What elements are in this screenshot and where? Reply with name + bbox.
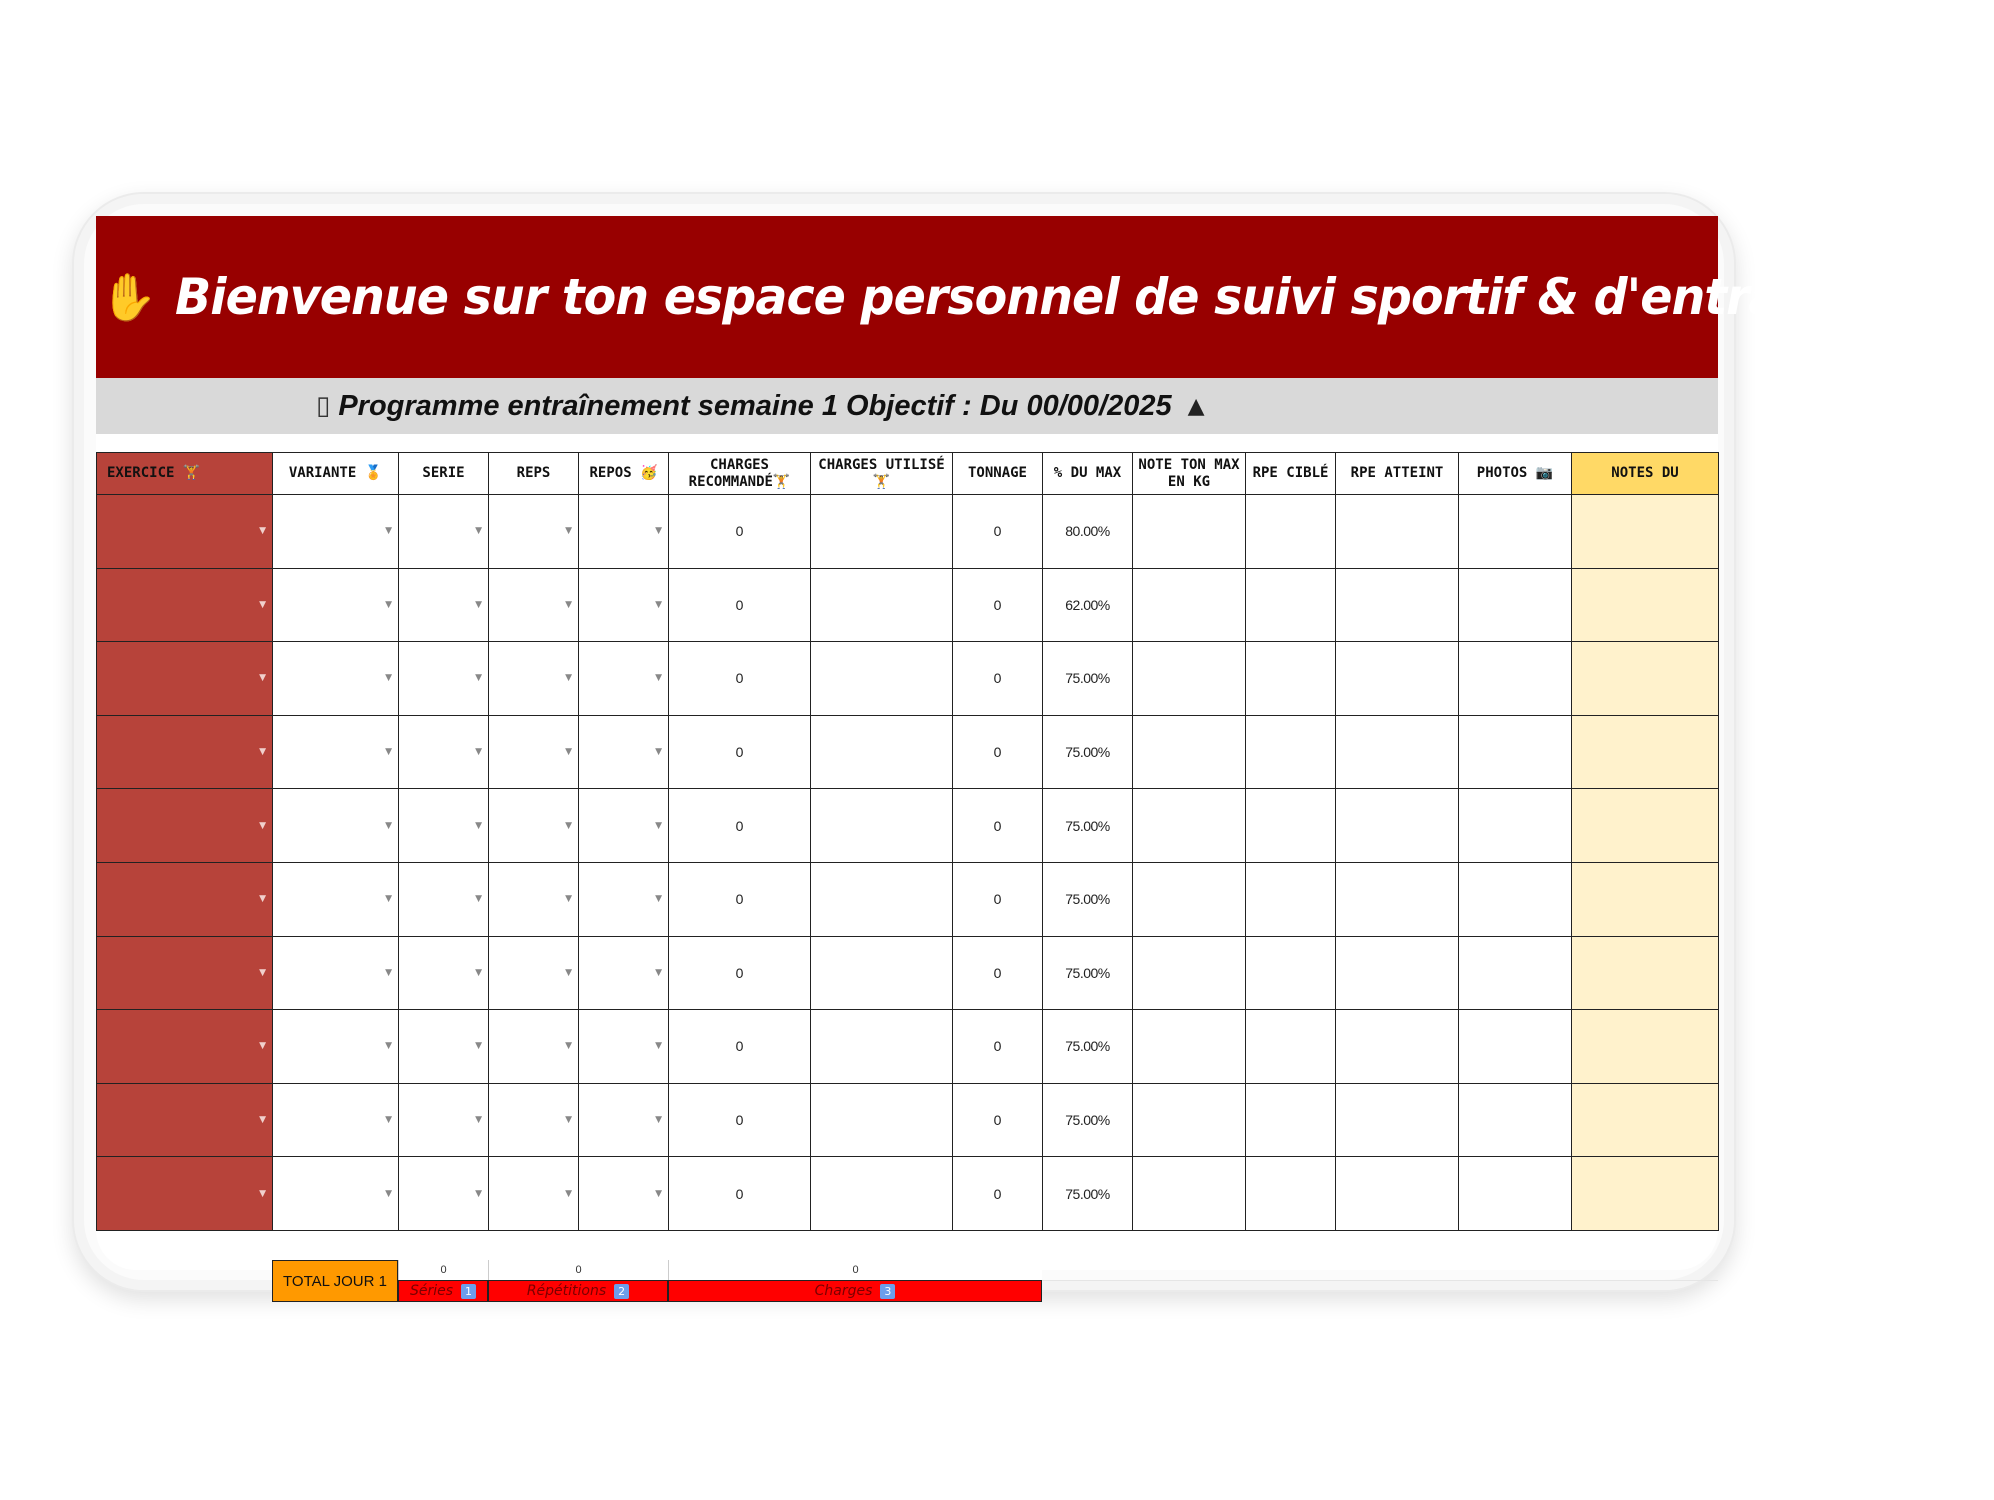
- serie-select[interactable]: [399, 789, 489, 863]
- dropdown-arrow-icon[interactable]: ▼: [259, 820, 266, 831]
- tonnage-cell: 0: [953, 1083, 1043, 1157]
- dropdown-arrow-icon[interactable]: ▼: [565, 820, 572, 831]
- dropdown-arrow-icon[interactable]: ▼: [385, 747, 392, 758]
- charges-utilise-cell[interactable]: [811, 936, 953, 1010]
- rpe-cible-cell[interactable]: [1246, 1157, 1336, 1231]
- photos-cell[interactable]: [1459, 1010, 1572, 1084]
- serie-select[interactable]: [399, 642, 489, 716]
- notes-cell[interactable]: [1572, 862, 1719, 936]
- dropdown-arrow-icon[interactable]: ▼: [655, 1188, 662, 1199]
- col-header-exercice[interactable]: EXERCICE 🏋: [97, 453, 273, 495]
- exercise-select[interactable]: [97, 936, 273, 1010]
- notes-cell[interactable]: [1572, 1010, 1719, 1084]
- dropdown-arrow-icon[interactable]: ▼: [565, 526, 572, 537]
- charges-utilise-cell[interactable]: [811, 642, 953, 716]
- number-1-icon: 1: [461, 1284, 476, 1299]
- program-header: [96, 378, 1718, 434]
- charges-utilise-cell[interactable]: [811, 862, 953, 936]
- number-2-icon: 2: [614, 1284, 629, 1299]
- total-repetitions-cell: [488, 1260, 668, 1302]
- pct-max-cell: 75.00%: [1043, 642, 1133, 716]
- exercise-select[interactable]: [97, 789, 273, 863]
- col-header-serie[interactable]: SERIE: [399, 453, 489, 495]
- col-header-notes[interactable]: NOTES DU: [1572, 453, 1719, 495]
- exercise-select[interactable]: [97, 1157, 273, 1231]
- exercise-select[interactable]: [97, 1083, 273, 1157]
- dropdown-arrow-icon[interactable]: ▼: [565, 967, 572, 978]
- photos-cell[interactable]: [1459, 642, 1572, 716]
- dropdown-arrow-icon[interactable]: ▼: [655, 894, 662, 905]
- tonnage-cell: 0: [953, 936, 1043, 1010]
- note-max-cell[interactable]: [1133, 715, 1246, 789]
- charges-utilise-cell[interactable]: [811, 1157, 953, 1231]
- rpe-cible-cell[interactable]: [1246, 1083, 1336, 1157]
- dropdown-arrow-icon[interactable]: ▼: [259, 1115, 266, 1126]
- charges-utilise-cell[interactable]: [811, 568, 953, 642]
- repos-select[interactable]: [579, 862, 669, 936]
- dropdown-arrow-icon[interactable]: ▼: [475, 894, 482, 905]
- rpe-atteint-cell[interactable]: [1336, 936, 1459, 1010]
- table-row: [97, 936, 1719, 1010]
- charges-utilise-cell[interactable]: [811, 715, 953, 789]
- rpe-cible-cell[interactable]: [1246, 568, 1336, 642]
- dropdown-arrow-icon[interactable]: ▼: [259, 747, 266, 758]
- notes-cell[interactable]: [1572, 495, 1719, 569]
- dropdown-arrow-icon[interactable]: ▼: [259, 599, 266, 610]
- charges-recommande-cell: 0: [669, 642, 811, 716]
- note-max-cell[interactable]: [1133, 1083, 1246, 1157]
- rpe-atteint-cell[interactable]: [1336, 1010, 1459, 1084]
- rpe-cible-cell[interactable]: [1246, 495, 1336, 569]
- pct-max-cell: 75.00%: [1043, 936, 1133, 1010]
- charges-recommande-cell: 0: [669, 1157, 811, 1231]
- photos-cell[interactable]: [1459, 1157, 1572, 1231]
- rpe-atteint-cell[interactable]: [1336, 642, 1459, 716]
- dropdown-arrow-icon[interactable]: ▼: [565, 1115, 572, 1126]
- serie-select[interactable]: [399, 936, 489, 1010]
- note-max-cell[interactable]: [1133, 568, 1246, 642]
- repos-select[interactable]: [579, 789, 669, 863]
- col-header-rpe-cible[interactable]: RPE CIBLÉ: [1246, 453, 1336, 495]
- total-series-value: 0: [398, 1260, 488, 1280]
- dropdown-arrow-icon[interactable]: ▼: [565, 747, 572, 758]
- dropdown-arrow-icon[interactable]: ▼: [385, 599, 392, 610]
- pct-max-cell: 75.00%: [1043, 715, 1133, 789]
- pct-max-cell: 80.00%: [1043, 495, 1133, 569]
- charges-utilise-cell[interactable]: [811, 495, 953, 569]
- rpe-cible-cell[interactable]: [1246, 936, 1336, 1010]
- tonnage-cell: 0: [953, 862, 1043, 936]
- dropdown-arrow-icon[interactable]: ▼: [385, 1188, 392, 1199]
- reps-select[interactable]: [489, 862, 579, 936]
- total-charges-value: 0: [668, 1260, 1042, 1280]
- col-header-rpe-atteint[interactable]: RPE ATTEINT: [1336, 453, 1459, 495]
- variante-select[interactable]: [273, 1083, 399, 1157]
- table-row: [97, 568, 1719, 642]
- dropdown-arrow-icon[interactable]: ▼: [655, 967, 662, 978]
- pct-max-cell: 62.00%: [1043, 568, 1133, 642]
- header-row: [97, 453, 1719, 495]
- repos-select[interactable]: [579, 568, 669, 642]
- col-header-note-max[interactable]: NOTE TON MAX EN KG: [1133, 453, 1246, 495]
- photos-cell[interactable]: [1459, 789, 1572, 863]
- photos-cell[interactable]: [1459, 936, 1572, 1010]
- col-header-variante[interactable]: VARIANTE 🏅: [273, 453, 399, 495]
- dropdown-arrow-icon[interactable]: ▼: [259, 1188, 266, 1199]
- col-header-repos[interactable]: REPOS 🥳: [579, 453, 669, 495]
- dropdown-arrow-icon[interactable]: ▼: [655, 1115, 662, 1126]
- exercise-select[interactable]: [97, 495, 273, 569]
- note-max-cell[interactable]: [1133, 1010, 1246, 1084]
- total-charges-name: [668, 1280, 1042, 1302]
- notes-cell[interactable]: [1572, 715, 1719, 789]
- note-max-cell[interactable]: [1133, 1157, 1246, 1231]
- reps-select[interactable]: [489, 1083, 579, 1157]
- charges-recommande-cell: 0: [669, 862, 811, 936]
- photos-cell[interactable]: [1459, 495, 1572, 569]
- table-row: [97, 862, 1719, 936]
- rpe-atteint-cell[interactable]: [1336, 862, 1459, 936]
- serie-select[interactable]: [399, 1010, 489, 1084]
- col-header-charges-recommande[interactable]: CHARGES RECOMMANDÉ🏋: [669, 453, 811, 495]
- repos-select[interactable]: [579, 495, 669, 569]
- dropdown-arrow-icon[interactable]: ▼: [475, 1115, 482, 1126]
- tonnage-cell: 0: [953, 495, 1043, 569]
- variante-select[interactable]: [273, 862, 399, 936]
- charges-utilise-cell[interactable]: [811, 1010, 953, 1084]
- dropdown-arrow-icon[interactable]: ▼: [475, 599, 482, 610]
- rpe-atteint-cell[interactable]: [1336, 715, 1459, 789]
- clipboard-icon: ▯: [316, 391, 331, 421]
- dropdown-arrow-icon[interactable]: ▼: [259, 894, 266, 905]
- rpe-atteint-cell[interactable]: [1336, 789, 1459, 863]
- spreadsheet-screen: [96, 216, 1994, 1299]
- total-repetitions-label: Répétitions: [526, 1283, 607, 1299]
- repos-select[interactable]: [579, 642, 669, 716]
- table-body: [97, 495, 1719, 1231]
- exercise-select[interactable]: [97, 715, 273, 789]
- tonnage-cell: 0: [953, 715, 1043, 789]
- dropdown-arrow-icon[interactable]: ▼: [385, 526, 392, 537]
- reps-select[interactable]: [489, 495, 579, 569]
- col-header-photos[interactable]: PHOTOS 📷: [1459, 453, 1572, 495]
- charges-recommande-cell: 0: [669, 715, 811, 789]
- reps-select[interactable]: [489, 936, 579, 1010]
- number-3-icon: 3: [880, 1284, 895, 1299]
- tonnage-cell: 0: [953, 1157, 1043, 1231]
- reps-select[interactable]: [489, 715, 579, 789]
- total-day-label: TOTAL JOUR 1: [272, 1260, 398, 1302]
- dropdown-arrow-icon[interactable]: ▼: [475, 526, 482, 537]
- notes-cell[interactable]: [1572, 1083, 1719, 1157]
- rpe-atteint-cell[interactable]: [1336, 1083, 1459, 1157]
- exercise-select[interactable]: [97, 642, 273, 716]
- total-charges-cell: [668, 1260, 1042, 1302]
- banner-title: Bienvenue sur ton espace personnel de suivi sportif & d'entrainement: [175, 268, 1994, 326]
- dropdown-arrow-icon[interactable]: ▼: [565, 1041, 572, 1052]
- tonnage-cell: 0: [953, 642, 1043, 716]
- total-series-name: [398, 1280, 488, 1302]
- repos-select[interactable]: [579, 715, 669, 789]
- reps-select[interactable]: [489, 1157, 579, 1231]
- dropdown-arrow-icon[interactable]: ▼: [385, 1115, 392, 1126]
- tonnage-cell: 0: [953, 1010, 1043, 1084]
- rpe-cible-cell[interactable]: [1246, 1010, 1336, 1084]
- dropdown-arrow-icon[interactable]: ▼: [655, 599, 662, 610]
- variante-select[interactable]: [273, 789, 399, 863]
- variante-select[interactable]: [273, 715, 399, 789]
- repos-select[interactable]: [579, 1083, 669, 1157]
- serie-select[interactable]: [399, 715, 489, 789]
- charges-recommande-cell: 0: [669, 936, 811, 1010]
- reps-select[interactable]: [489, 568, 579, 642]
- dropdown-arrow-icon[interactable]: ▼: [475, 747, 482, 758]
- pct-max-cell: 75.00%: [1043, 862, 1133, 936]
- repos-select[interactable]: [579, 936, 669, 1010]
- serie-select[interactable]: [399, 1157, 489, 1231]
- note-max-cell[interactable]: [1133, 936, 1246, 1010]
- variante-select[interactable]: [273, 1157, 399, 1231]
- dropdown-arrow-icon[interactable]: ▼: [565, 894, 572, 905]
- total-repetitions-name: [488, 1280, 668, 1302]
- notes-cell[interactable]: [1572, 789, 1719, 863]
- variante-select[interactable]: [273, 568, 399, 642]
- total-charges-label: Charges: [814, 1283, 873, 1299]
- tonnage-cell: 0: [953, 789, 1043, 863]
- variante-select[interactable]: [273, 936, 399, 1010]
- repos-select[interactable]: [579, 1157, 669, 1231]
- col-header-reps[interactable]: REPS: [489, 453, 579, 495]
- serie-select[interactable]: [399, 495, 489, 569]
- dropdown-arrow-icon[interactable]: ▼: [655, 820, 662, 831]
- dropdown-arrow-icon[interactable]: ▼: [259, 526, 266, 537]
- table-row: [97, 789, 1719, 863]
- reps-select[interactable]: [489, 1010, 579, 1084]
- note-max-cell[interactable]: [1133, 789, 1246, 863]
- reps-select[interactable]: [489, 789, 579, 863]
- variante-select[interactable]: [273, 642, 399, 716]
- rpe-atteint-cell[interactable]: [1336, 568, 1459, 642]
- pct-max-cell: 75.00%: [1043, 1010, 1133, 1084]
- dropdown-arrow-icon[interactable]: ▼: [475, 820, 482, 831]
- charges-recommande-cell: 0: [669, 1083, 811, 1157]
- pct-max-cell: 75.00%: [1043, 789, 1133, 863]
- rpe-cible-cell[interactable]: [1246, 789, 1336, 863]
- serie-select[interactable]: [399, 1083, 489, 1157]
- table-row: [97, 1083, 1719, 1157]
- dropdown-arrow-icon[interactable]: ▼: [475, 967, 482, 978]
- program-title: Programme entraînement semaine 1 Objectif : Du 00/00/2025: [338, 389, 1172, 422]
- charges-recommande-cell: 0: [669, 1010, 811, 1084]
- dropdown-arrow-icon[interactable]: ▼: [385, 673, 392, 684]
- tonnage-cell: 0: [953, 568, 1043, 642]
- note-max-cell[interactable]: [1133, 495, 1246, 569]
- reps-select[interactable]: [489, 642, 579, 716]
- dropdown-arrow-icon[interactable]: ▼: [475, 1041, 482, 1052]
- notes-cell[interactable]: [1572, 1157, 1719, 1231]
- charges-utilise-cell[interactable]: [811, 789, 953, 863]
- rpe-cible-cell[interactable]: [1246, 715, 1336, 789]
- dropdown-arrow-icon[interactable]: ▼: [565, 599, 572, 610]
- welcome-banner: [96, 216, 1994, 378]
- table-row: [97, 715, 1719, 789]
- dropdown-arrow-icon[interactable]: ▼: [385, 1041, 392, 1052]
- rpe-cible-cell[interactable]: [1246, 862, 1336, 936]
- dropdown-arrow-icon[interactable]: ▼: [655, 526, 662, 537]
- table-row: [97, 1157, 1719, 1231]
- charges-recommande-cell: 0: [669, 789, 811, 863]
- rpe-atteint-cell[interactable]: [1336, 1157, 1459, 1231]
- notes-cell[interactable]: [1572, 568, 1719, 642]
- totals-gridline: [1042, 1280, 1718, 1281]
- dropdown-arrow-icon[interactable]: ▼: [655, 747, 662, 758]
- repos-select[interactable]: [579, 1010, 669, 1084]
- waving-hand-icon: ✋: [100, 270, 158, 324]
- photos-cell[interactable]: [1459, 1083, 1572, 1157]
- charges-utilise-cell[interactable]: [811, 1083, 953, 1157]
- exercise-select[interactable]: [97, 568, 273, 642]
- dropdown-arrow-icon[interactable]: ▼: [475, 1188, 482, 1199]
- exercise-select[interactable]: [97, 1010, 273, 1084]
- dropdown-arrow-icon[interactable]: ▼: [385, 894, 392, 905]
- dropdown-arrow-icon[interactable]: ▼: [565, 673, 572, 684]
- photos-cell[interactable]: [1459, 568, 1572, 642]
- dropdown-arrow-icon[interactable]: ▼: [259, 967, 266, 978]
- dropdown-arrow-icon[interactable]: ▼: [385, 967, 392, 978]
- photos-cell[interactable]: [1459, 715, 1572, 789]
- dropdown-arrow-icon[interactable]: ▼: [259, 1041, 266, 1052]
- notes-cell[interactable]: [1572, 642, 1719, 716]
- table-row: [97, 642, 1719, 716]
- exercise-select[interactable]: [97, 862, 273, 936]
- col-header-tonnage[interactable]: TONNAGE: [953, 453, 1043, 495]
- totals-row: [96, 1260, 1718, 1304]
- note-max-cell[interactable]: [1133, 642, 1246, 716]
- serie-select[interactable]: [399, 568, 489, 642]
- rpe-cible-cell[interactable]: [1246, 642, 1336, 716]
- variante-select[interactable]: [273, 495, 399, 569]
- charges-recommande-cell: 0: [669, 568, 811, 642]
- col-header-charges-utilise[interactable]: CHARGES UTILISÉ🏋: [811, 453, 953, 495]
- rpe-atteint-cell[interactable]: [1336, 495, 1459, 569]
- dropdown-arrow-icon[interactable]: ▼: [565, 1188, 572, 1199]
- col-header-pct-max[interactable]: % DU MAX: [1043, 453, 1133, 495]
- total-repetitions-value: 0: [488, 1260, 668, 1280]
- training-table: [96, 452, 1719, 1231]
- dropdown-arrow-icon[interactable]: ▼: [655, 673, 662, 684]
- dropdown-arrow-icon[interactable]: ▼: [475, 673, 482, 684]
- dropdown-arrow-icon[interactable]: ▼: [385, 820, 392, 831]
- serie-select[interactable]: [399, 862, 489, 936]
- total-series-cell: [398, 1260, 488, 1302]
- pct-max-cell: 75.00%: [1043, 1157, 1133, 1231]
- charges-recommande-cell: 0: [669, 495, 811, 569]
- table-row: [97, 495, 1719, 569]
- photos-cell[interactable]: [1459, 862, 1572, 936]
- note-max-cell[interactable]: [1133, 862, 1246, 936]
- total-series-label: Séries: [409, 1283, 454, 1299]
- notes-cell[interactable]: [1572, 936, 1719, 1010]
- hat-icon: ▲: [1187, 393, 1205, 419]
- dropdown-arrow-icon[interactable]: ▼: [655, 1041, 662, 1052]
- dropdown-arrow-icon[interactable]: ▼: [259, 673, 266, 684]
- variante-select[interactable]: [273, 1010, 399, 1084]
- pct-max-cell: 75.00%: [1043, 1083, 1133, 1157]
- table-row: [97, 1010, 1719, 1084]
